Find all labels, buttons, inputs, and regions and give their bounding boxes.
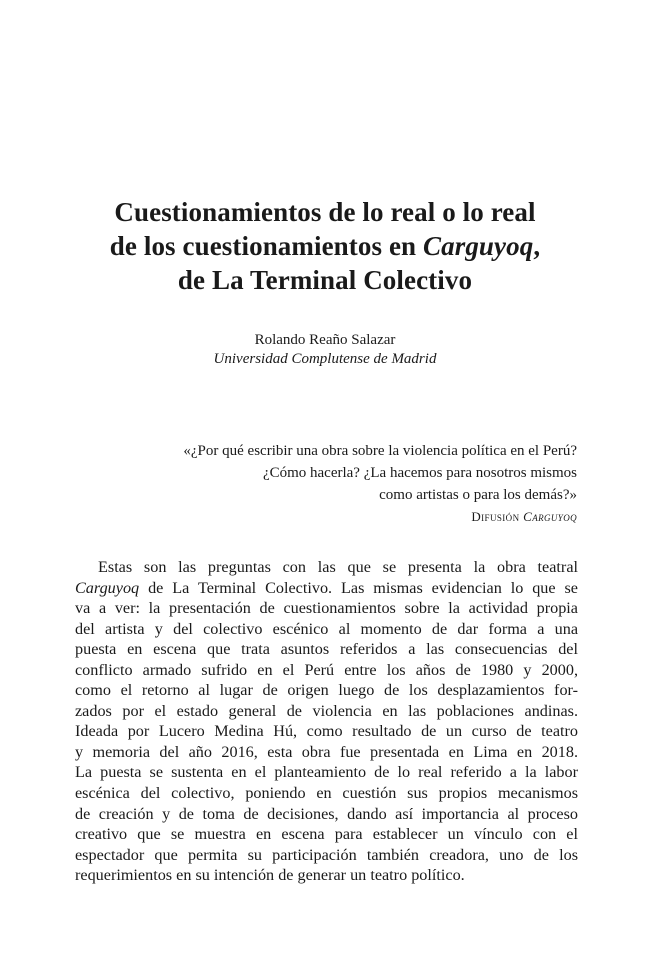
body-line-14: creativo que se muestra en escena para establecer un vínculo con el: [75, 825, 578, 844]
body-play-name: Carguyoq: [75, 578, 140, 597]
body-line-6: conflicto armado sufrido en el Perú entre los años de 1980 y 2000,: [75, 660, 578, 679]
body-line-9: Ideada por Lucero Medina Hú, como resultado de un curso de teatro: [75, 722, 578, 741]
body-line-3: va a ver: la presentación de cuestionamientos sobre la actividad propia: [75, 599, 578, 618]
body-line-16: requerimientos en su intención de generar un teatro político.: [75, 866, 465, 885]
author-name: Rolando Reaño Salazar: [254, 332, 396, 348]
title-line-2-text: de los cuestionamientos en: [109, 231, 423, 262]
title-line-2-comma: ,: [533, 231, 541, 262]
epigraph-line-3: como artistas o para los demás?»: [379, 487, 577, 503]
body-paragraph: [75, 557, 578, 886]
body-line-8: zados por el estado general de violencia en las poblaciones andinas.: [75, 701, 578, 720]
epigraph-source-label: Difusión: [471, 509, 524, 524]
body-line-2: [75, 578, 578, 599]
body-line-11: La puesta se sustenta en el planteamiento de lo real referido a la labor: [75, 763, 578, 782]
article-title: [60, 195, 590, 297]
title-line-2: [60, 229, 590, 263]
body-line-12: escénica del colectivo, poniendo en cuestión sus propios mecanismos: [75, 784, 578, 803]
epigraph-line-1: «¿Por qué escribir una obra sobre la violencia política en el Perú?: [183, 443, 577, 459]
body-line-4: del artista y del colectivo escénico al momento de dar forma a una: [75, 619, 578, 638]
epigraph-quote: [97, 440, 577, 506]
epigraph-line-2: ¿Cómo hacerla? ¿La hacemos para nosotros mismos: [262, 465, 577, 481]
body-line-10: y memoria del año 2016, esta obra fue presentada en Lima en 2018.: [75, 742, 578, 761]
body-line-5: puesta en escena que trata asuntos referidos a las consecuencias del: [75, 640, 578, 659]
body-line-15: espectador que permita su participación también creadora, uno de los: [75, 845, 578, 864]
title-play-name: Carguyoq: [423, 231, 534, 262]
body-line-13: de creación y de toma de decisiones, dando así importancia al proceso: [75, 804, 578, 823]
epigraph-source-title: Carguyoq: [523, 509, 577, 524]
title-line-1: Cuestionamientos de lo real o lo real: [114, 197, 536, 228]
body-line-2-text: de La Terminal Colectivo. Las mismas evidencian lo que se: [139, 578, 578, 597]
body-line-7: como el retorno al lugar de origen luego de los desplazamientos for-: [75, 681, 578, 700]
body-line-1: Estas son las preguntas con las que se presenta la obra teatral: [98, 558, 578, 576]
author-affiliation: Universidad Complutense de Madrid: [213, 351, 437, 367]
title-line-3: de La Terminal Colectivo: [177, 265, 473, 296]
epigraph-source: [471, 507, 577, 527]
